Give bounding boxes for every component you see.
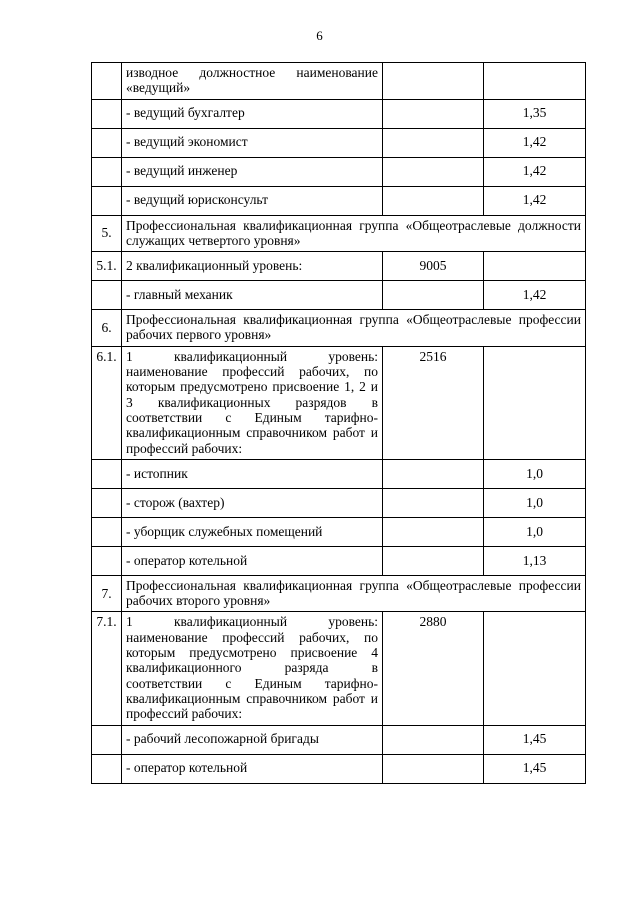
coefficient: 1,42 [484,186,586,215]
coefficient: 1,0 [484,459,586,488]
row-number [92,725,122,754]
position-name: - рабочий лесопожарной бригады [122,725,383,754]
table-row [92,99,586,128]
row-number [92,99,122,128]
qualification-level: 1 квалификационный уровень: наименование профессий рабочих, по которым предусмотрено присвоение 4 квалификационного разряда в соответствии с Единым тарифно-квалификационным справочником работ и профессий рабочих: [122,612,383,725]
coefficient: 1,45 [484,754,586,783]
row-number [92,128,122,157]
coefficient: 1,13 [484,546,586,575]
row-number [92,517,122,546]
table-row [92,612,586,725]
position-name: - истопник [122,459,383,488]
position-name: - главный механик [122,281,383,310]
coefficient [484,612,586,725]
row-number [92,157,122,186]
salary-code [383,63,484,100]
table-row [92,725,586,754]
group-row [92,575,586,612]
row-number: 6.1. [92,346,122,459]
table-row [92,346,586,459]
table-row [92,186,586,215]
position-name: - оператор котельной [122,546,383,575]
page-number: 6 [316,28,323,43]
row-number [92,488,122,517]
row-number [92,186,122,215]
row-number [92,459,122,488]
salary-code [383,157,484,186]
salary-code: 9005 [383,252,484,281]
row-number: 5.1. [92,252,122,281]
table-row [92,281,586,310]
coefficient: 1,45 [484,725,586,754]
coefficient: 1,42 [484,128,586,157]
salary-code [383,488,484,517]
row-number [92,281,122,310]
position-name: изводное должностное наименование «ведущий» [122,63,383,100]
salary-code [383,517,484,546]
row-number: 7. [92,575,122,612]
position-name: - уборщик служебных помещений [122,517,383,546]
coefficient [484,63,586,100]
salary-code: 2516 [383,346,484,459]
coefficient [484,346,586,459]
position-name: - сторож (вахтер) [122,488,383,517]
row-number [92,63,122,100]
salary-code: 2880 [383,612,484,725]
qualification-level: 2 квалификационный уровень: [122,252,383,281]
coefficient: 1,42 [484,157,586,186]
coefficient: 1,35 [484,99,586,128]
qualification-level: 1 квалификационный уровень: наименование профессий рабочих, по которым предусмотрено присвоение 1, 2 и 3 квалификационных разрядов в соответствии с Единым тарифно-квалификационным справочником работ и профессий рабочих: [122,346,383,459]
group-row [92,215,586,252]
group-row [92,310,586,347]
salary-code [383,725,484,754]
table-row [92,252,586,281]
position-name: - ведущий бухгалтер [122,99,383,128]
table-row [92,63,586,100]
row-number: 5. [92,215,122,252]
group-title: Профессиональная квалификационная группа «Общеотраслевые профессии рабочих первого уровня» [122,310,586,347]
row-number [92,546,122,575]
table-row [92,546,586,575]
position-name: - ведущий юрисконсульт [122,186,383,215]
position-name: - оператор котельной [122,754,383,783]
table-row [92,754,586,783]
salary-code [383,459,484,488]
coefficient: 1,42 [484,281,586,310]
table-row [92,128,586,157]
salary-code [383,546,484,575]
position-name: - ведущий инженер [122,157,383,186]
salary-code [383,99,484,128]
row-number: 6. [92,310,122,347]
table-row [92,517,586,546]
table-row [92,459,586,488]
salary-code [383,186,484,215]
group-title: Профессиональная квалификационная группа «Общеотраслевые должности служащих четвертого уровня» [122,215,586,252]
row-number: 7.1. [92,612,122,725]
row-number [92,754,122,783]
coefficient: 1,0 [484,488,586,517]
coefficient: 1,0 [484,517,586,546]
group-title: Профессиональная квалификационная группа «Общеотраслевые профессии рабочих второго уровня» [122,575,586,612]
positions-table [91,62,586,784]
table-row [92,157,586,186]
salary-code [383,281,484,310]
salary-code [383,128,484,157]
salary-code [383,754,484,783]
coefficient [484,252,586,281]
position-name: - ведущий экономист [122,128,383,157]
table-row [92,488,586,517]
